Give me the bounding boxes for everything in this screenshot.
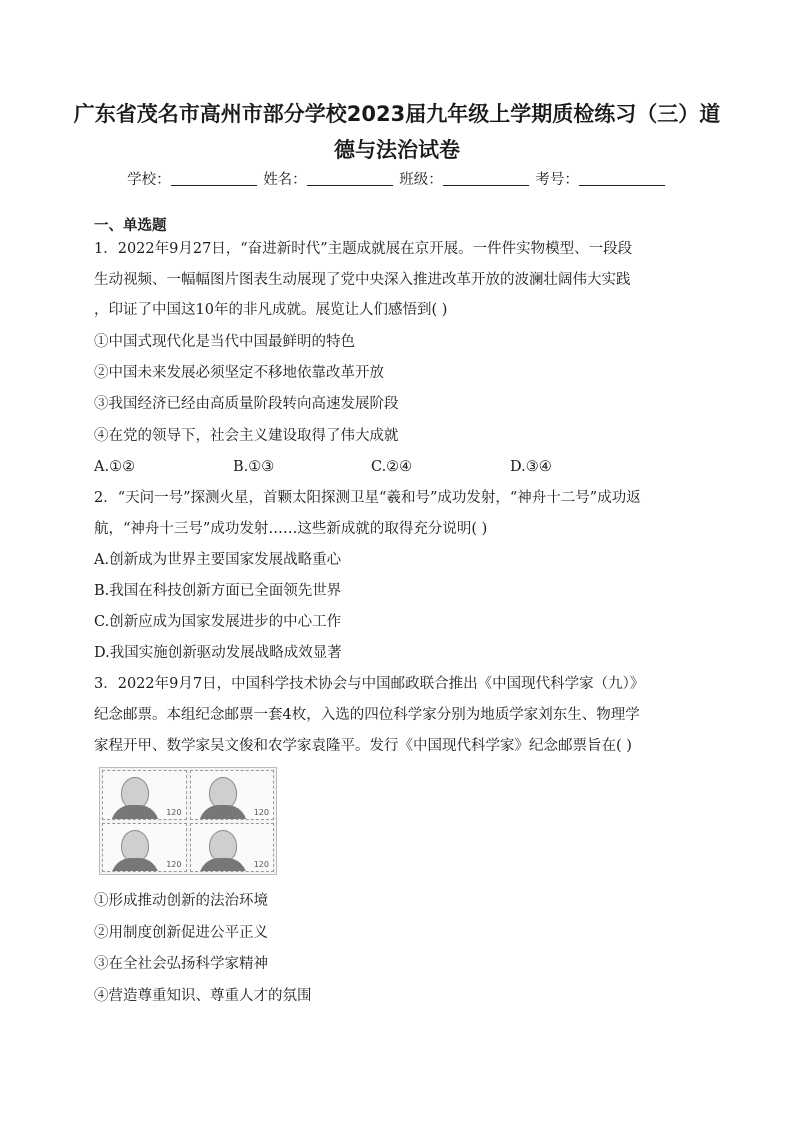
stamp-portrait [190, 770, 275, 820]
name-label: 姓名： [263, 172, 307, 188]
q1-item-2: ②中国未来发展必须坚定不移地依靠改革开放 [94, 365, 384, 381]
school-blank [171, 169, 257, 186]
q1-stem-line-1: 1．2022年9月27日，“奋进新时代”主题成就展在京开展。一件件实物模型、一段段 [94, 241, 633, 257]
stamp-portrait [102, 823, 187, 873]
q2-option-b: B.我国在科技创新方面已全面领先世界 [94, 583, 342, 599]
q3-item-1: ①形成推动创新的法治环境 [94, 893, 268, 909]
q3-item-4: ④营造尊重知识、尊重人才的氛围 [94, 988, 312, 1004]
class-blank [443, 169, 529, 186]
portrait-body [111, 805, 159, 820]
page-title-line-1: 广东省茂名市高州市部分学校2023届九年级上学期质检练习（三）道 [73, 102, 721, 126]
q2-stem-line-2: 航，“神舟十三号”成功发射……这些新成就的取得充分说明( ) [94, 521, 488, 537]
q1-stem-line-2: 生动视频、一幅幅图片图表生动展现了党中央深入推进改革开放的波澜壮阔伟大实践 [94, 272, 631, 288]
q1-option-c: C.②④ [371, 459, 413, 475]
q1-item-3: ③我国经济已经由高质量阶段转向高速发展阶段 [94, 396, 399, 412]
q1-stem-line-3: ，印证了中国这10年的非凡成就。展览让人们感悟到( ) [94, 302, 448, 318]
stamp-sheet-image [99, 767, 277, 875]
page-title-line-2: 德与法治试卷 [334, 138, 460, 162]
q1-option-b: B.①③ [233, 459, 275, 475]
school-label: 学校： [127, 172, 171, 188]
q3-stem-line-2: 纪念邮票。本组纪念邮票一套4枚，入选的四位科学家分别为地质学家刘东生、物理学 [94, 707, 640, 723]
name-blank [307, 169, 393, 186]
number-label: 考号： [535, 172, 579, 188]
q2-option-a: A.创新成为世界主要国家发展战略重心 [94, 552, 342, 568]
q2-option-c: C.创新应成为国家发展进步的中心工作 [94, 614, 342, 630]
stamp-value: 120 [166, 860, 182, 869]
q3-item-3: ③在全社会弘扬科学家精神 [94, 956, 268, 972]
q3-stem-line-1: 3．2022年9月7日，中国科学技术协会与中国邮政联合推出《中国现代科学家（九）》 [94, 676, 645, 692]
number-blank [579, 169, 665, 186]
stamp-value: 120 [166, 807, 182, 817]
stamp-portrait [190, 823, 275, 873]
student-info-row [0, 168, 794, 192]
q1-option-d: D.③④ [510, 459, 552, 475]
portrait-body [199, 805, 247, 820]
class-label: 班级： [399, 172, 443, 188]
q1-option-a: A.①② [94, 459, 136, 475]
q1-item-4: ④在党的领导下，社会主义建设取得了伟大成就 [94, 428, 399, 444]
stamp-portrait [102, 770, 187, 820]
q2-option-d: D.我国实施创新驱动发展战略成效显著 [94, 645, 342, 661]
q1-item-1: ①中国式现代化是当代中国最鲜明的特色 [94, 334, 355, 350]
stamp-value: 120 [253, 860, 269, 869]
q3-stem-line-3: 家程开甲、数学家吴文俊和农学家袁隆平。发行《中国现代科学家》纪念邮票旨在( ) [94, 738, 632, 754]
portrait-body [111, 858, 159, 873]
portrait-face [209, 830, 237, 862]
stamp-value: 120 [253, 807, 269, 817]
portrait-face [121, 830, 149, 862]
portrait-body [199, 858, 247, 873]
q3-item-2: ②用制度创新促进公平正义 [94, 925, 268, 941]
q2-stem-line-1: 2．“天问一号”探测火星，首颗太阳探测卫星“羲和号”成功发射，“神舟十二号”成功返 [94, 490, 641, 506]
section-heading: 一、单选题 [94, 218, 167, 234]
